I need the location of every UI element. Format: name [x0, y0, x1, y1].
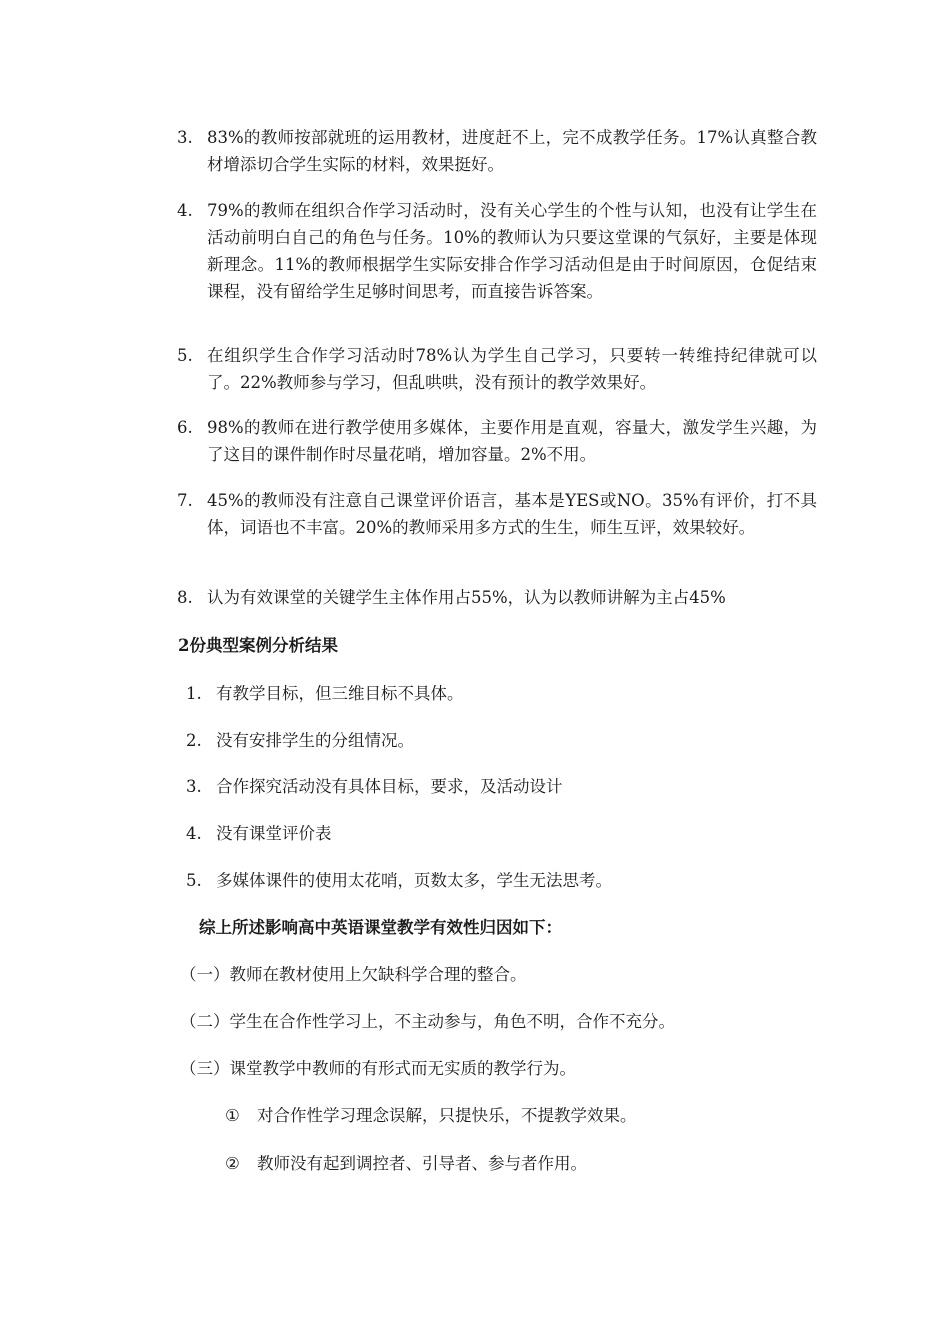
list-number: 2.: [186, 731, 202, 750]
list-text: 45%的教师没有注意自己课堂评价语言，基本是YES或NO。35%有评价，打不具体，词语也不丰富。20%的教师采用多方式的生生，师生互评，效果较好。: [207, 491, 817, 537]
survey-item-6: [177, 414, 817, 468]
sub-item-2: [225, 1150, 825, 1177]
list-text: 多媒体课件的使用太花哨，页数太多，学生无法思考。: [216, 871, 612, 890]
case-item-4: [186, 820, 806, 847]
survey-item-3: [177, 124, 817, 178]
survey-item-7: [177, 487, 817, 541]
case-item-3: [186, 773, 806, 800]
list-number: 3.: [186, 777, 202, 796]
list-number: 7.: [177, 491, 193, 510]
case-item-2: [186, 727, 806, 754]
list-text: 教师没有起到调控者、引导者、参与者作用。: [257, 1154, 587, 1173]
survey-item-4: [177, 197, 817, 305]
case-item-1: [186, 680, 806, 707]
list-number: 3.: [177, 128, 193, 147]
sub-item-1: [225, 1102, 825, 1129]
list-number: 1.: [186, 684, 202, 703]
list-number: 5.: [177, 346, 193, 365]
list-text: 对合作性学习理念误解，只提快乐，不提教学效果。: [257, 1106, 637, 1125]
cause-item-1: （一）教师在教材使用上欠缺科学合理的整合。: [180, 965, 527, 984]
summary-heading: 综上所述影响高中英语课堂教学有效性归因如下：: [199, 918, 562, 937]
list-text: 98%的教师在进行教学使用多媒体，主要作用是直观，容量大，激发学生兴趣，为了这目的课件制作时尽量花哨，增加容量。2%不用。: [207, 418, 817, 464]
list-text: 有教学目标，但三维目标不具体。: [216, 684, 464, 703]
list-number: 8.: [177, 588, 193, 607]
list-text: 合作探究活动没有具体目标，要求，及活动设计: [216, 777, 563, 796]
cause-item-3: （三）课堂教学中教师的有形式而无实质的教学行为。: [180, 1059, 576, 1078]
list-text: 在组织学生合作学习活动时78%认为学生自己学习，只要转一转维持纪律就可以了。22%教师参与学习，但乱哄哄，没有预计的教学效果好。: [207, 346, 817, 392]
cause-item-2: （二）学生在合作性学习上，不主动参与，角色不明，合作不充分。: [180, 1012, 675, 1031]
list-number: ①: [225, 1106, 240, 1125]
list-text: 认为有效课堂的关键学生主体作用占55%，认为以教师讲解为主占45%: [207, 588, 726, 607]
survey-item-8: [177, 584, 817, 611]
case-heading: 2份典型案例分析结果: [178, 636, 338, 655]
list-text: 83%的教师按部就班的运用教材，进度赶不上，完不成教学任务。17%认真整合教材增添切合学生实际的材料，效果挺好。: [207, 128, 817, 174]
list-text: 没有课堂评价表: [216, 824, 332, 843]
list-number: 6.: [177, 418, 193, 437]
list-number: 5.: [186, 871, 202, 890]
list-text: 没有安排学生的分组情况。: [216, 731, 414, 750]
case-item-5: [186, 867, 806, 894]
list-text: 79%的教师在组织合作学习活动时，没有关心学生的个性与认知，也没有让学生在活动前明白自己的角色与任务。10%的教师认为只要这堂课的气氛好，主要是体现新理念。11%的教师根据学生实际安排合作学习活动但是由于时间原因，仓促结束课程，没有留给学生足够时间思考，而直接告诉答案。: [207, 201, 817, 301]
list-number: 4.: [177, 201, 193, 220]
survey-item-5: [177, 342, 817, 396]
list-number: 4.: [186, 824, 202, 843]
list-number: ②: [225, 1154, 240, 1173]
